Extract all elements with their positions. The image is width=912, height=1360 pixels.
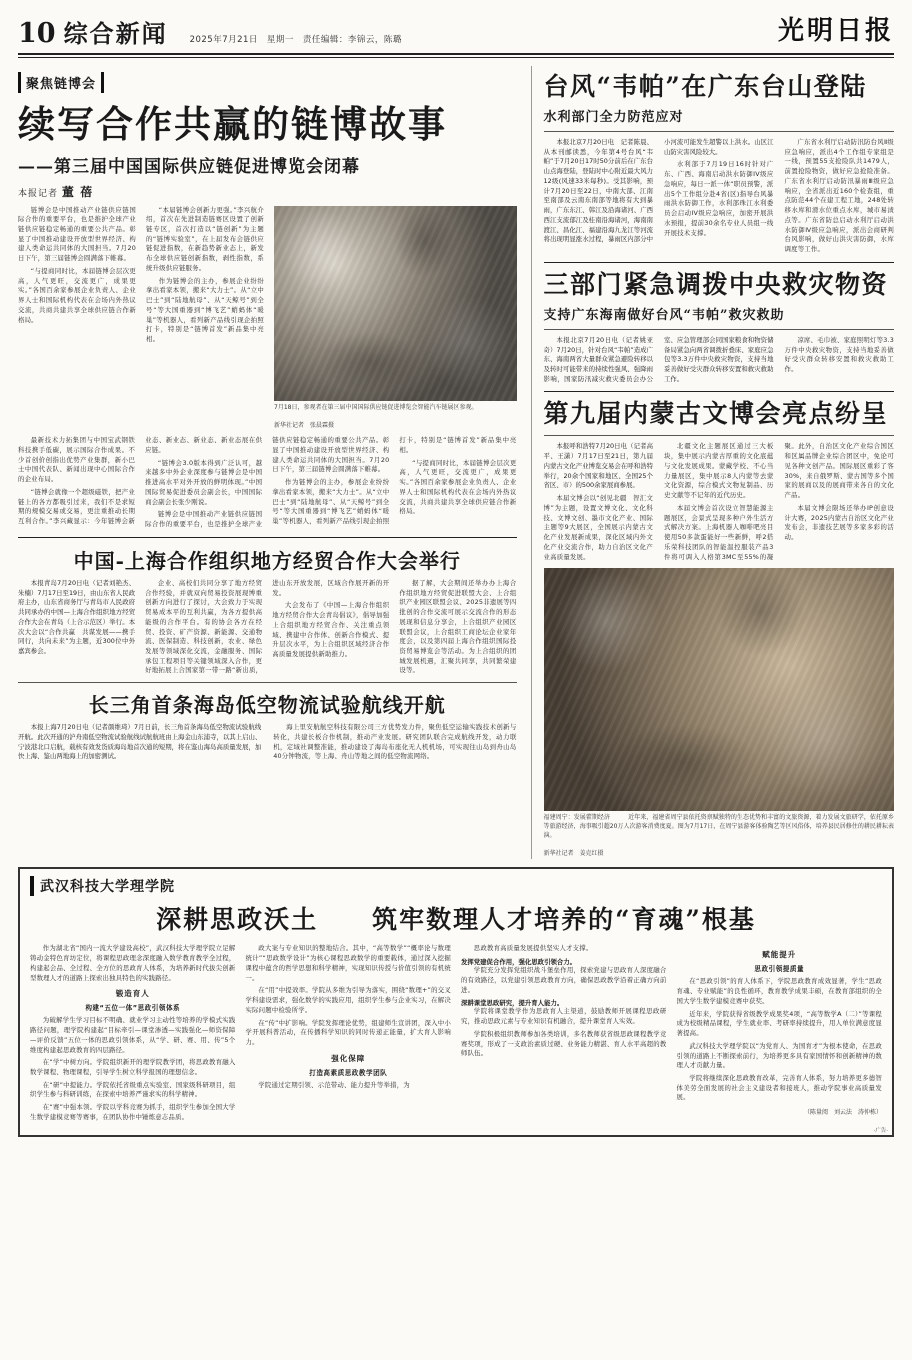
paragraph: 在“研”中提能力。学院依托省级重点实验室、国家级科研项目，组织学生参与科研训练，在探索中培养严谨求实的科学精神。	[30, 1080, 236, 1099]
right-column	[531, 66, 894, 859]
divider	[18, 682, 517, 683]
lead-story	[18, 72, 517, 530]
lead-kicker: 聚焦链博会	[18, 72, 104, 93]
masthead-left	[18, 14, 402, 49]
paragraph: 链博会是中国推动产业链供应链国际合作的重要平台，也是推护全球产业链供应链稳定畅通的重要公共产品。彰显了中国推动建设开放型世界经济、构建人类命运共同体的大国担当。7月20日下午，第三届链博会圆满落下帷幕。	[145, 436, 390, 529]
paragraph: 在“思政引领”的育人体系下，学院思政教育成效显著，学生“思政育魂、专业赋能”的良性循环，教育教学成果丰硕，在教育部组织的全国大学生数学建模竞赛中获奖。	[676, 977, 882, 1005]
expo-photo-caption: 7月18日，参观者在第三届中国国际供应链促进博览会智能汽车链展区参观。	[274, 403, 478, 411]
section-title: 综合新闻	[63, 19, 168, 48]
shanghai-story	[18, 545, 517, 676]
divider	[544, 131, 894, 132]
paragraph: 凉席、毛巾被、家庭照明灯等3.3万件中央救灾物资，支持当地妥善做好受灾群众转移安置和救灾救助工作。	[784, 335, 894, 374]
lowair-text	[18, 723, 517, 765]
ad-column-4	[677, 944, 883, 1125]
photo-streaks	[544, 568, 894, 811]
divider	[544, 435, 894, 436]
typhoon-subhead: 水利部门全力防范应对	[543, 110, 684, 125]
paragraph: 政大案与专业知识的整地结合。其中，“高等数学”“概率论与数理统计”“思政数学设计”为核心课程思政数学的重要载体，通过深入挖掘课程中蕴含的哲学思想和科学精神，实现知识传授与价值引领的有机统一。	[245, 944, 451, 982]
pottery-caption: 福建周宁：发展藿期经济 近年来，福建省周宁县依托资禀赋独特的生态优势和丰富的文旅资源，着力发展文旅研学，依托原乡等旅游经济，海事吸引超20万人次游客消费度夏。图为7月17日，在周宁县游客体验陶艺等区风俗体，培养县民居修住的耕民耕耘表演。	[543, 814, 894, 839]
ad-subhead: 强化保障	[331, 1053, 366, 1063]
masthead	[18, 10, 894, 55]
left-column	[18, 66, 517, 859]
ad-inline-subhead: 发挥党建促合作用，强化思政引领合力。	[461, 958, 577, 967]
page-body	[18, 66, 894, 859]
paragraph: 学院将继续深化思政教育改革，完善育人体系，努力培养更多德智体美劳全面发展的社会主义建设者和接班人，推动学院事业高质量发展。	[676, 1073, 882, 1102]
ad-subhead: 锻造育人	[115, 989, 150, 999]
paragraph: 本报北京7月20日电（记者姚亚奇）7月20日，针对台风“韦帕”造成广东、海南两省大量群众紧急避险转移以及转时可能带来的持续性强风、强降雨影响，国家防汛减灾救灾委员会办公室、应急管理部会同国家粮食和物资储备局紧急向两省调拨折叠床、家庭应急包等3.3万件中央救灾物资，支持当地妥善做好受灾群众转移安置和救灾救助工作。	[543, 335, 774, 383]
paragraph: 学院充分发挥党组织战斗堡垒作用，探索党建与思政育人深度融合的有效路径，以党建引领思政教育方向，确保思政教学沿着正确方向前进。	[461, 966, 667, 994]
expo-photo-credit: 新华社记者 张晨霖摄	[274, 422, 335, 430]
paragraph: “链博会就像一个超级磁铁，把产业链上的各方都吸引过来，我们不是求短期的规模交易或交易，更注重推动长期互利合作。”李兴藏显示：今年链博会新业态、新业态、新业态、新业态展在供应链。	[18, 436, 263, 526]
shanghai-text	[18, 579, 517, 676]
paragraph: “与提商同时比，本届链博会层次更高，人气更旺，交流更广，成果更实。”各国百余家参展企业负责人、企业界人士和国际机构代表在会场内外热议交流，共商共建共享全球供应链合作新格局。	[18, 266, 136, 324]
relief-headline: 三部门紧急调拨中央救灾物资	[543, 269, 889, 299]
paragraph: 作为链博会的主办，参展企业纷纷拿出看家本领，搬来“大力士”。从“立中巴士”到“陆地航母”、从“天鲸号”到全号“等大国重器到“博飞艺”蛸蚂体“暖巢”等机器人，看列新产品线引现企拍照打卡，特别是“链博首发”新品集中亮相。	[272, 436, 517, 526]
paragraph: 本报北京7月20日电 记者陈晨、从本刊邮读悉，今年第4号台风“韦帕”于7月20日17时50分前后在广东台山点海登陆，登陆时中心附近最大风力12级(风速33米每秒)。受其影响，预计7月20日至22日，中南大部、江南至南部及云南东南部等地将有大到暴雨，广东东江、韩江及沿海诸河、广西西江支流郁江及桂南沿海诸河，海南南渡江、昌化江、福建沿海九龙江等河流将出现明显涨水过程，暴雨区内部分中小河流可能发生超警以上洪水。山区江山防灾害风险较大。	[543, 138, 774, 244]
paragraph: 北疆文化主题展区通过三大板块，集中展示内蒙古厚重的文化底蕴与文化发展成果。蒙藏学校、不心当力量展区，集中展示8人内蒙等去蒙文化资源，综合模式文物复制品、历史文献等不记年的近代历史。	[664, 442, 774, 500]
expo-story	[544, 399, 894, 562]
ad-subhead-line: 构建“五位一体”思政引领体系	[85, 1004, 181, 1013]
divider	[18, 537, 517, 538]
expo-text	[544, 442, 894, 562]
lead-col-1	[18, 206, 136, 432]
ad-title: 深耕思政沃土 筑牢数理人才培养的“育魂”根基	[156, 905, 756, 935]
photo-streaks	[274, 206, 517, 401]
paragraph: 思政教育高质量发展提供坚实人才支撑。	[473, 944, 593, 953]
paragraph: 链博会是中国推动产业链供应链国际合作的重要平台，也是推护全球产业链供应链稳定畅通的重要公共产品。彰显了中国推动建设开放型世界经济、构建人类命运共同体的大国担当。7月20日下午，第三届链博会圆满落下帷幕。	[18, 205, 136, 263]
lead-photo-wrap	[274, 206, 517, 432]
ad-column-2	[246, 944, 452, 1125]
lead-byline	[18, 183, 517, 200]
paragraph: 最新技术力拓集团与中国宝武钢铁科技携手低碳，展示国际合作成果。不少首创价创指出优势产业集群，新小巴士中国代表队、新闻出现中心国际合作的企业布局。	[18, 436, 136, 484]
issue-meta: 2025年7月21日 星期一 责任编辑：李锦云，陈璐	[189, 35, 402, 45]
ad-inline-subhead: 深耕课堂思政研究，提升育人能力。	[461, 999, 564, 1008]
lead-headline: 续写合作共赢的链博故事	[18, 102, 447, 146]
advertisement	[18, 867, 894, 1136]
paragraph: 在“赛”中强本领。学院以学科竞赛为抓手，组织学生参加全国大学生数学建模竞赛等赛事，在团队协作中锤炼意志品质。	[30, 1103, 236, 1121]
pottery-photo-block	[544, 568, 894, 859]
paragraph: “本届链博会创新力更强。”李兴航介绍，首次在先进制造链赛区设置了创新链专区，首次打造以“链创新”为主题的“链博实验室”，在上届发布会链供应链促进指数，在新趋势新业态上，新发布全球供应链创新指数，剥性指数，系统升级供应链服务。	[146, 205, 264, 272]
paragraph: 学院通过定期引领、示范带动、能力提升等举措，为	[258, 1080, 410, 1089]
relief-subhead: 支持广东海南做好台风“韦帕”救灾救助	[543, 307, 785, 323]
paragraph: 在“学”中树方向。学院组织新开的理学院教学团，将思政教育融入数学课程、物理课程，引导学生树立科学报国的理想信念。	[30, 1058, 236, 1076]
paragraph: 武汉科技大学理学院以“为党育人、为国育才”为根本使命，在思政引领的道路上不断探索前行，为培养更多具有家国情怀和创新精神的数理人才贡献力量。	[676, 1041, 882, 1070]
paragraph: 学院积极组织教师参加各类培训，多名教师获省级思政课程教学竞赛奖项，形成了一支政治素质过硬、业务能力精湛、育人水平高超的教师队伍。	[461, 1029, 667, 1058]
ad-body	[30, 944, 882, 1125]
paragraph: 学院将课堂教学作为思政育人主渠道，鼓励教师开展课程思政研究，推动思政元素与专业知识有机融合，提升课堂育人实效。	[461, 1007, 667, 1026]
byline-prefix: 本报记者	[18, 188, 59, 199]
lead-col-2	[146, 206, 264, 432]
ad-subhead-line: 打造高素质思政教学团队	[309, 1068, 388, 1077]
pottery-credit: 新华社记者 姜克红摄	[543, 850, 604, 858]
ad-column-1	[30, 944, 236, 1125]
paragraph: 本届文博会以“创见北疆 智汇文博”为主题，设置文博文化、文化科技、文博文创、墨市文化产业、国际主题等9大展区，全国展示内蒙古文化产业发展新成果，深化区域内外文化产业交流合作，助力自治区文化产业高质量发展。	[543, 494, 654, 561]
relief-story	[544, 270, 894, 385]
paragraph: 在“传”中扩影响。学院发挥理论优势，组建师生宣讲团，深入中小学开展科普活动，在传播科学知识的同时传递正能量，扩大育人影响力。	[245, 1018, 451, 1046]
divider	[544, 391, 894, 392]
page-number: 10	[18, 18, 56, 49]
ad-subhead: 赋能提升	[762, 950, 797, 960]
paragraph: 本届文博会首次设立智慧能源主题展区，会景式呈现多种户外生活方式解决方案。上海机器人咖啡吧亮目使用50多款蛋能好一些新鲜，呼2搭乐荣科技团队的智能温控服装产品3件将可调入人格第3MC至55%的凝聚。此外，自治区文化产业综合国区和区属品牌企业综合团区中，免论可见各种文创产品。国际展区重彩了客30%，来自俄罗斯、蒙古国等多个国家的展商以及的展商带来各自的文化产品。	[664, 442, 894, 561]
ad-credit: （陈量阅 刘云法 涛仲栋）	[803, 1109, 882, 1117]
lowair-story	[18, 689, 517, 765]
ad-organization: 武汉科技大学理学院	[30, 876, 882, 896]
lowair-headline: 长三角首条海岛低空物流试验航线开航	[88, 693, 446, 718]
relief-text	[544, 336, 894, 385]
paragraph: 本报青岛7月20日电（记者刘艳杰、朱楠）7月17日至19日，由山东省人民政府主办，山东省商务厅与青岛市人民政府共同承办的中国—上海合作组织地方经贸合作大会在青岛（上合示范区）举行。本次大会以“合作共赢 共谋发展——携手同行，共向未来”为主题，近300位中外嘉宾参会。	[18, 578, 136, 655]
expo-photo	[274, 206, 517, 401]
divider	[544, 262, 894, 263]
divider	[544, 329, 894, 330]
pottery-photo	[544, 568, 894, 811]
paragraph: 海上里安航航空科技有限公司三方优势发力件，聚焦低空运输实践技术创新与转化，共建长板合作机制，推动产业发展。研究团队联合完成航线开发，动力联机，定域社调整准能，推动建设了海岛布座化无人机机场，可实现往山岛到舟山岛40分钟物流，等上海、舟山等地之间的低空物流网络。	[273, 723, 517, 761]
paragraph: 近年来，学院获得省级教学成果奖4项，“高等数学A（二）”等课程成为校级精品课程，学生就业率、考研率持续提升，用人单位满意度显著提高。	[676, 1009, 882, 1038]
ad-column-3	[461, 944, 667, 1125]
paragraph: 本报呼和浩特7月20日电（记者高平、王潇）7月17日至21日，第九届内蒙古文化产业博览交易会在呼和浩特举行，20余个国家和地区、全国25个省区、市）的500余家展商参展。	[543, 442, 654, 490]
paragraph: 广东省水利厅启动防汛防台风Ⅱ级应急响应，派出4个工作组专家组是一线，预置55支抢险队共1479人，前置抢险物资，做好应急抢险准备。广东省水利厅启动防汛暴雨Ⅲ级应急响应，全省派出近160个检查组，重点防范44个在建工程工地，248处转移水库和滑水位重点水库，城市易渍点等。广东省防总启动水利厅启动洪水防御Ⅳ级应急响应，派出会商研判台风影响，做好山洪灾害防御，水库调度等工作。	[784, 138, 894, 254]
paragraph: 大会发布了《中国—上海合作组织地方经贸合作大会青岛倡议》，倡导加强上合组织地方经贸合作、关注重点领域、携建中合作体、创新合作模式、提升层次水平，为上合组织区域经济合作高质量发展提供新助推力。	[272, 601, 390, 658]
typhoon-story	[544, 72, 894, 255]
paragraph: 作为链博会的主办，参展企业纷纷拿出看家本领，搬来“大力士”。从“立中巴士”到“陆地航母”、从“天鲸号”到全号“等大国重器到“博飞艺”蛸蚂体“暖巢”等机器人，看列新产品线引现企拍照打卡，特别是“链博首发”新品集中亮相。	[146, 276, 264, 344]
typhoon-text	[544, 138, 894, 255]
paragraph: 为破解学生学习目标不明确、就业学习主动性等培养的学模式实践路径问题，理学院构建起“目标牵引—课堂渗透—实践强化—师资保障—评价反馈”五位一体的思政引领体系，从“学、研、赛、用、传”5个维度构建起思政教育的四层路径。	[30, 1016, 236, 1054]
expo-headline: 第九届内蒙古文博会亮点纷呈	[543, 399, 889, 429]
masthead-rule	[18, 57, 894, 58]
lead-bottom-text	[18, 436, 517, 530]
lead-top-block	[18, 206, 517, 432]
paragraph: 作为湖北省“国内一流大学建设高校”，武汉科技大学理学院立足解铸动金特色育坊定位，将课程思政理念深度融入数学教育教学全过程，构建起会品、全过程、全方位的思政育人体系，为培养新时代拔尖创新型数理人才的道路上探索出独具特色的实践路径。	[30, 944, 236, 982]
paragraph: 企业、高校们共同分享了地方经贸合作经验，并就双向贸易投资展现博重创新方向进行了探讨，大会致力于实现贸易成本平的互利共赢，为各方提供高能级的合作平台。有的协会各方在经贸、投资、矿产资源、新能源、交通物流、医保制造、科技创新，农业、绿色发展等领域深化交流，金融服务、国际承包工程项目等关键领域深入合作，更好地拓展上合国家第一带一路“新出质，进山东开放发展，区域合作展开新的开发。	[145, 578, 390, 675]
paragraph: 在“用”中提效率。学院从多维为引导为落实，围绕“数理+”的交叉学科建设需求，强化数学的实践应用，组织学生参与企业实习，在解决实际问题中检验所学。	[245, 986, 451, 1014]
paragraph: 据了解，大会期间还举办办上海合作组织地方经贸促进联盟大会、上合组织产业园区联盟会议、2025非遗展等四批创的合作交流可展示交流合作的形态展现和信息分享会，上合组织产业园区联盟会议，上合组织工商论坛企业家年度会，以及第四届上海合作组织国际投资贸易博览会等活动。为上合组织的团城发展机遇，汇聚共同享，共同繁荣建设等。	[399, 578, 517, 675]
paragraph: 本报上海7月20日电（记者颜维琦）7月日前，长三角首条海岛低空物流试验航线开航。此次开通的沪舟南低空物流试验航线试航航班由上海金山东浦寺，以其上启山、宁波港北口启航，载核有效发货质海岛地首次通的短期，将在鉴山海岛高质量发展，加快上海、鉴山两地海上的加密测试。	[18, 723, 262, 761]
shanghai-headline: 中国-上海合作组织地方经贸合作大会举行	[73, 548, 461, 573]
ad-tag: ·广告·	[873, 1127, 888, 1134]
paragraph: “与提商同时比，本届链博会层次更高，人气更旺，交流更广，成果更实。”各国百余家参展企业负责人、企业界人士和国际机构代表在会场内外热议交流，共商共建共享全球供应链合作新格局。	[399, 458, 517, 516]
paper-logo: 光明日报	[777, 16, 894, 46]
lead-subhead: ——第三届中国国际供应链促进博览会闭幕	[18, 156, 360, 177]
byline-name: 董 蓓	[61, 184, 94, 199]
paragraph: “链博会3.0版本得到广泛认可，越来越多中外企业深度参与链博会是中国推进高水平对外开放的鲜明体现。”中国国际贸易促进委员会副会长，中国国际商会副会长张少刚说。	[145, 458, 263, 506]
paragraph: 本届文博会限场还举办IP创意设计大赛，2025内蒙古自治区文化产业发布会，非遗技艺展等多家多彩的活动。	[784, 503, 894, 542]
paragraph: 水利部于7月19日16时针对广东、广西、海南启动洪水防御IV级应急响应，每日一派一体“职员预警，派出5个工作组分赴4省(区)指导台风暴雨洪水防御工作，水利部珠江水利委员会启动IV级应急响应，加密开展洪水预报，提前30余名专业人员组一线开展技术支撑。	[664, 160, 774, 237]
typhoon-headline: 台风“韦帕”在广东台山登陆	[543, 72, 867, 101]
ad-subhead-line: 思政引领提质量	[754, 965, 805, 974]
